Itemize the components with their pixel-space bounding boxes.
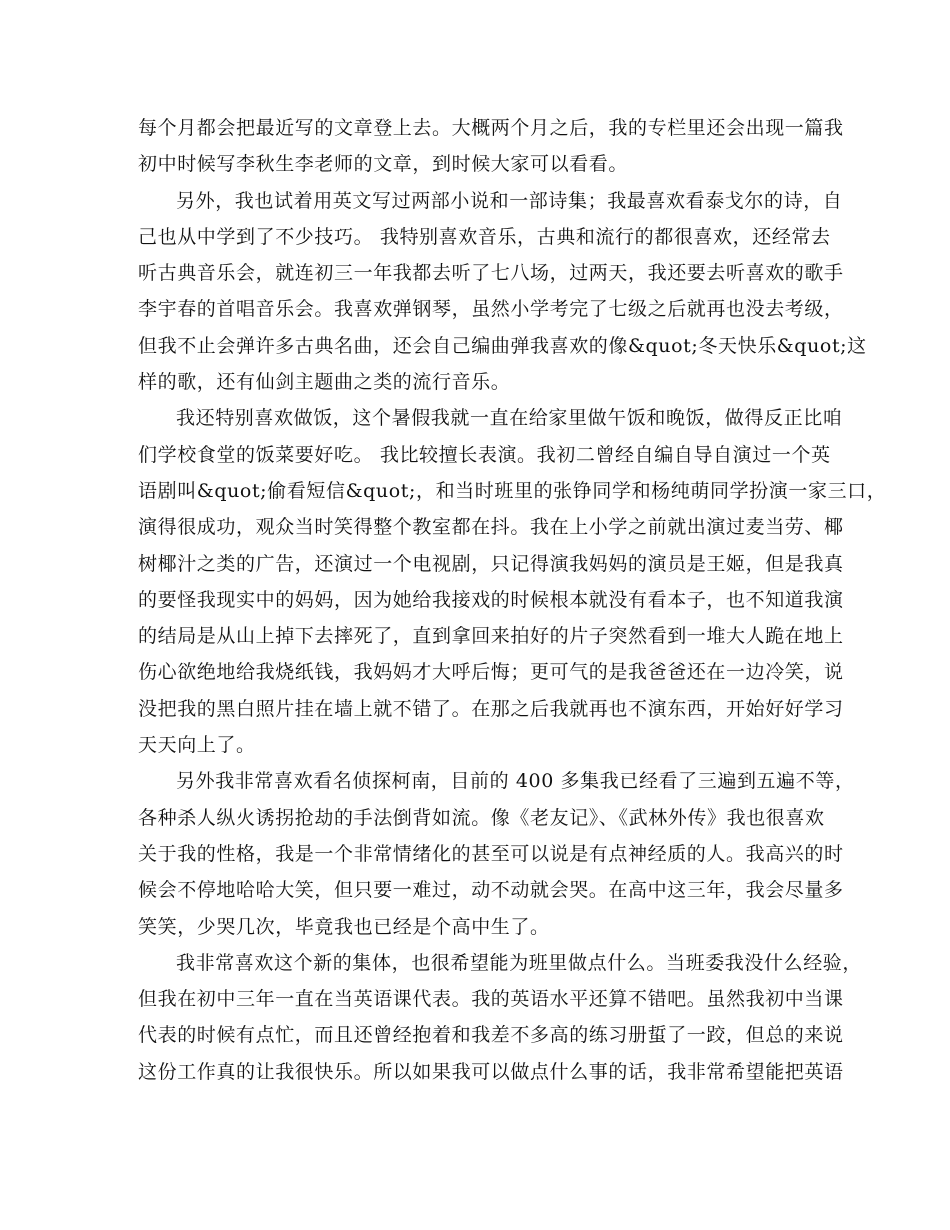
text-line: 各种杀人纵火诱拐抢劫的手法倒背如流。像《老友记》、《武林外传》我也很喜欢 xyxy=(138,806,825,829)
text-line: 关于我的性格，我是一个非常情绪化的甚至可以说是有点神经质的人。我高兴的时 xyxy=(138,842,844,865)
text-line: 李宇春的首唱音乐会。我喜欢弹钢琴，虽然小学考完了七级之后就再也没去考级， xyxy=(138,298,844,321)
text-line: 演得很成功，观众当时笑得整个教室都在抖。我在上小学之前就出演过麦当劳、椰 xyxy=(138,516,844,539)
text-line: 代表的时候有点忙，而且还曾经抱着和我差不多高的练习册蜇了一跤，但总的来说 xyxy=(138,1024,844,1047)
text-line: 听古典音乐会，就连初三一年我都去听了七八场，过两天，我还要去听喜欢的歌手 xyxy=(138,262,844,285)
text-line: 伤心欲绝地给我烧纸钱，我妈妈才大呼后悔；更可气的是我爸爸还在一边冷笑，说 xyxy=(138,661,844,684)
text-line: 语剧叫&quot;偷看短信&quot;，和当时班里的张铮同学和杨纯萌同学扮演一家三口， xyxy=(138,479,887,502)
text-line: 另外我非常喜欢看名侦探柯南，目前的 400 多集我已经看了三遍到五遍不等， xyxy=(176,770,855,793)
text-line: 的结局是从山上掉下去摔死了，直到拿回来拍好的片子突然看到一堆大人跪在地上 xyxy=(138,625,844,648)
text-line: 我还特别喜欢做饭，这个暑假我就一直在给家里做午饭和晚饭，做得反正比咱 xyxy=(176,407,843,430)
text-line: 们学校食堂的饭菜要好吃。 我比较擅长表演。我初二曾经自编自导自演过一个英 xyxy=(138,443,831,466)
text-line: 这份工作真的让我很快乐。所以如果我可以做点什么事的话，我非常希望能把英语 xyxy=(138,1060,844,1083)
document-body xyxy=(138,110,887,1090)
text-line: 没把我的黑白照片挂在墙上就不错了。在那之后我就再也不演东西，开始好好学习 xyxy=(138,697,844,720)
text-line: 我非常喜欢这个新的集体，也很希望能为班里做点什么。当班委我没什么经验， xyxy=(176,951,863,974)
text-line: 样的歌，还有仙剑主题曲之类的流行音乐。 xyxy=(138,371,511,394)
text-line: 笑笑，少哭几次，毕竟我也已经是个高中生了。 xyxy=(138,915,550,938)
text-line: 但我不止会弹许多古典名曲，还会自己编曲弹我喜欢的像&quot;冬天快乐&quot;这 xyxy=(138,334,867,357)
text-line: 每个月都会把最近写的文章登上去。大概两个月之后，我的专栏里还会出现一篇我 xyxy=(138,117,844,139)
text-line: 的要怪我现实中的妈妈，因为她给我接戏的时候根本就没有看本子，也不知道我演 xyxy=(138,588,844,611)
text-line: 初中时候写李秋生李老师的文章，到时候大家可以看看。 xyxy=(138,153,629,176)
text-line: 候会不停地哈哈大笑，但只要一难过，动不动就会哭。在高中这三年，我会尽量多 xyxy=(138,879,844,902)
text-line: 树椰汁之类的广告，还演过一个电视剧，只记得演我妈妈的演员是王姬，但是我真 xyxy=(138,552,844,575)
text-line: 天天向上了。 xyxy=(138,734,256,757)
text-line: 己也从中学到了不少技巧。 我特别喜欢音乐，古典和流行的都很喜欢，还经常去 xyxy=(138,225,831,248)
text-line: 另外，我也试着用英文写过两部小说和一部诗集；我最喜欢看泰戈尔的诗，自 xyxy=(176,189,843,212)
text-line: 但我在初中三年一直在当英语课代表。我的英语水平还算不错吧。虽然我初中当课 xyxy=(138,988,844,1011)
